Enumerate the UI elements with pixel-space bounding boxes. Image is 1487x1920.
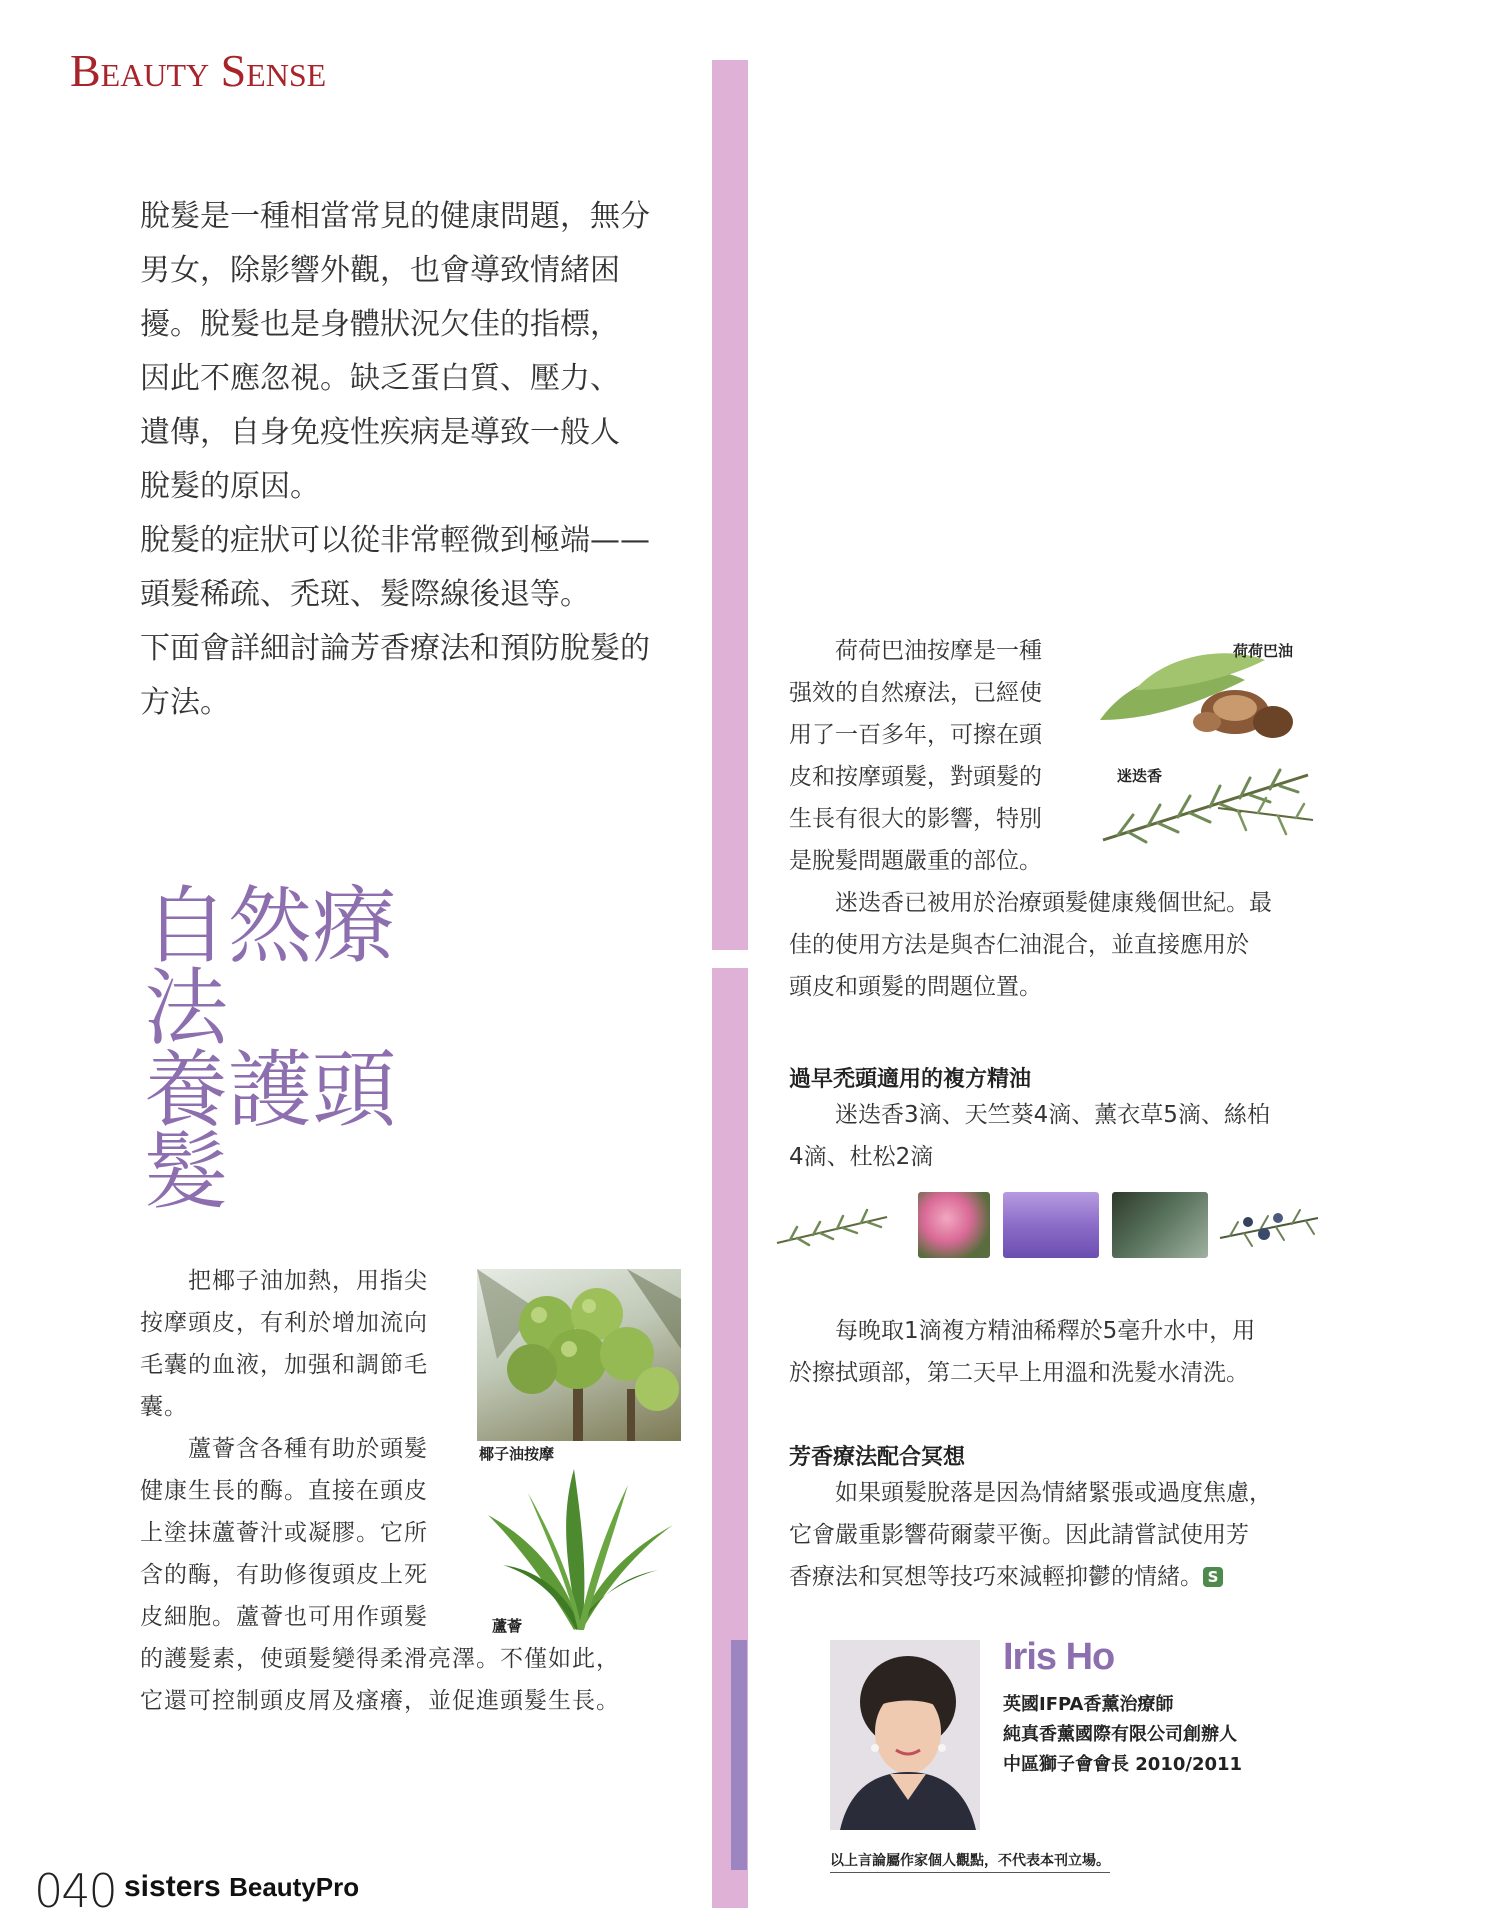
coconut-line: 把椰子油加熱，用指尖: [188, 1268, 428, 1294]
magazine-brand: [124, 1870, 359, 1904]
author-credential: 英國IFPA香薰治療師: [1003, 1694, 1174, 1715]
jojoba-line: 荷荷巴油按摩是一種: [835, 638, 1042, 664]
blend-paragraph: [789, 1094, 1319, 1178]
jojoba-photo: [1095, 650, 1295, 750]
intro-line: 因此不應忽視。缺乏蛋白質、壓力、: [140, 361, 620, 396]
coconut-line: 毛囊的血液，加强和調節毛: [140, 1352, 428, 1378]
juniper-illustration: [1218, 1198, 1323, 1256]
geranium-photo: [918, 1192, 990, 1258]
author-credential: 中區獅子會會長 2010/2011: [1003, 1754, 1243, 1775]
author-portrait: [830, 1640, 980, 1830]
jojoba-line: 是脫髮問題嚴重的部位。: [789, 848, 1042, 874]
aloe-tail-paragraph: [140, 1638, 700, 1722]
coconut-line: 按摩頭皮，有利於增加流向: [140, 1310, 428, 1336]
intro-paragraph: [140, 190, 680, 730]
coconut-line: 囊。: [140, 1394, 188, 1420]
intro-line: 頭髮稀疏、禿斑、髮際線後退等。: [140, 577, 590, 612]
author-portrait-illustration: [830, 1640, 980, 1830]
brand-subtitle: BeautyPro: [229, 1872, 360, 1902]
rosemary-label: 迷迭香: [1117, 767, 1163, 785]
author-credential: 純真香薰國際有限公司創辦人: [1003, 1724, 1237, 1745]
juniper-photo: [1218, 1198, 1323, 1256]
aloe-illustration: [478, 1465, 678, 1635]
aloe-label: 蘆薈: [492, 1617, 523, 1635]
end-mark-icon: S: [1203, 1567, 1223, 1587]
rosemary-sprig-photo: [775, 1195, 890, 1255]
blend-line: 迷迭香3滴、天竺葵4滴、薰衣草5滴、絲柏: [835, 1102, 1270, 1128]
intro-line: 遺傳，自身免疫性疾病是導致一般人: [140, 415, 620, 450]
meditation-line: 如果頭髮脫落是因為情緒緊張或過度焦慮，: [835, 1480, 1272, 1506]
aloe-line: 蘆薈含各種有助於頭髮: [188, 1436, 428, 1462]
rosemary-sprig-illustration: [775, 1195, 890, 1255]
jojoba-paragraph: [789, 630, 1079, 882]
meditation-paragraph: [789, 1472, 1329, 1598]
intro-line: 擾。脫髮也是身體狀況欠佳的指標，: [140, 307, 620, 342]
page-number: 040: [34, 1864, 116, 1918]
author-name: Iris Ho: [1003, 1636, 1115, 1678]
usage-line: 每晚取1滴複方精油稀釋於5毫升水中，用: [835, 1318, 1256, 1344]
aloe-tail-line: 的護髮素，使頭髮變得柔滑亮澤。不僅如此，: [140, 1646, 620, 1672]
meditation-line: [789, 1556, 1329, 1598]
lavender-photo: [1003, 1192, 1099, 1258]
coconut-illustration: [477, 1269, 681, 1441]
feature-title-line: 養護頭髮: [144, 1041, 397, 1221]
rosemary-line: 佳的使用方法是與杏仁油混合，並直接應用於: [789, 932, 1249, 958]
rosemary-line: 迷迭香已被用於治療頭髮健康幾個世紀。最: [835, 890, 1272, 916]
feature-title-line: 自然療法: [144, 877, 397, 1057]
usage-paragraph: [789, 1310, 1319, 1394]
author-credentials: [1003, 1690, 1242, 1780]
jojoba-line: 用了一百多年，可擦在頭: [789, 722, 1042, 748]
aloe-tail-line: 它還可控制頭皮屑及瘙癢，並促進頭髮生長。: [140, 1688, 620, 1714]
intro-line: 方法。: [140, 685, 230, 720]
intro-line: 下面會詳細討論芳香療法和預防脫髮的: [140, 631, 650, 666]
blend-line: 4滴、杜松2滴: [789, 1144, 934, 1170]
meditation-line: 它會嚴重影響荷爾蒙平衡。因此請嘗試使用芳: [789, 1522, 1249, 1548]
brand-name: sisters: [124, 1870, 221, 1903]
jojoba-label: 荷荷巴油: [1233, 642, 1294, 660]
jojoba-line: 强效的自然療法，已經使: [789, 680, 1042, 706]
coconut-photo: [477, 1269, 681, 1441]
feature-title: [144, 877, 464, 1221]
divider-bar-top: [712, 60, 748, 950]
meditation-line-text: 香療法和冥想等技巧來減輕抑鬱的情緒。: [789, 1564, 1203, 1590]
rosemary-paragraph: [789, 882, 1319, 1008]
coconut-label: 椰子油按摩: [479, 1445, 555, 1463]
disclaimer: 以上言論屬作家個人觀點，不代表本刊立場。: [830, 1850, 1110, 1873]
aloe-photo: [478, 1465, 678, 1635]
section-title: Beauty Sense: [70, 45, 327, 96]
jojoba-illustration: [1095, 650, 1295, 750]
aloe-paragraph: [140, 1428, 465, 1638]
aloe-line: 含的酶，有助修復頭皮上死: [140, 1562, 428, 1588]
coconut-paragraph: [140, 1260, 465, 1428]
intro-line: 脫髮的原因。: [140, 469, 320, 504]
intro-line: 男女，除影響外觀，也會導致情緒困: [140, 253, 620, 288]
meditation-heading: 芳香療法配合冥想: [789, 1445, 966, 1470]
cypress-photo: [1112, 1192, 1208, 1258]
blend-heading: 過早禿頭適用的複方精油: [789, 1067, 1032, 1092]
intro-line: 脫髮的症狀可以從非常輕微到極端——: [140, 523, 650, 558]
jojoba-line: 皮和按摩頭髮，對頭髮的: [789, 764, 1042, 790]
jojoba-line: 生長有很大的影響，特別: [789, 806, 1042, 832]
usage-line: 於擦拭頭部，第二天早上用溫和洗髮水清洗。: [789, 1360, 1249, 1386]
intro-line: 脫髮是一種相當常見的健康問題，無分: [140, 199, 650, 234]
rosemary-line: 頭皮和頭髮的問題位置。: [789, 974, 1042, 1000]
aloe-line: 皮細胞。蘆薈也可用作頭髮: [140, 1604, 428, 1630]
aloe-line: 上塗抹蘆薈汁或凝膠。它所: [140, 1520, 428, 1546]
aloe-line: 健康生長的酶。直接在頭皮: [140, 1478, 428, 1504]
divider-bar-accent: [731, 1640, 747, 1870]
